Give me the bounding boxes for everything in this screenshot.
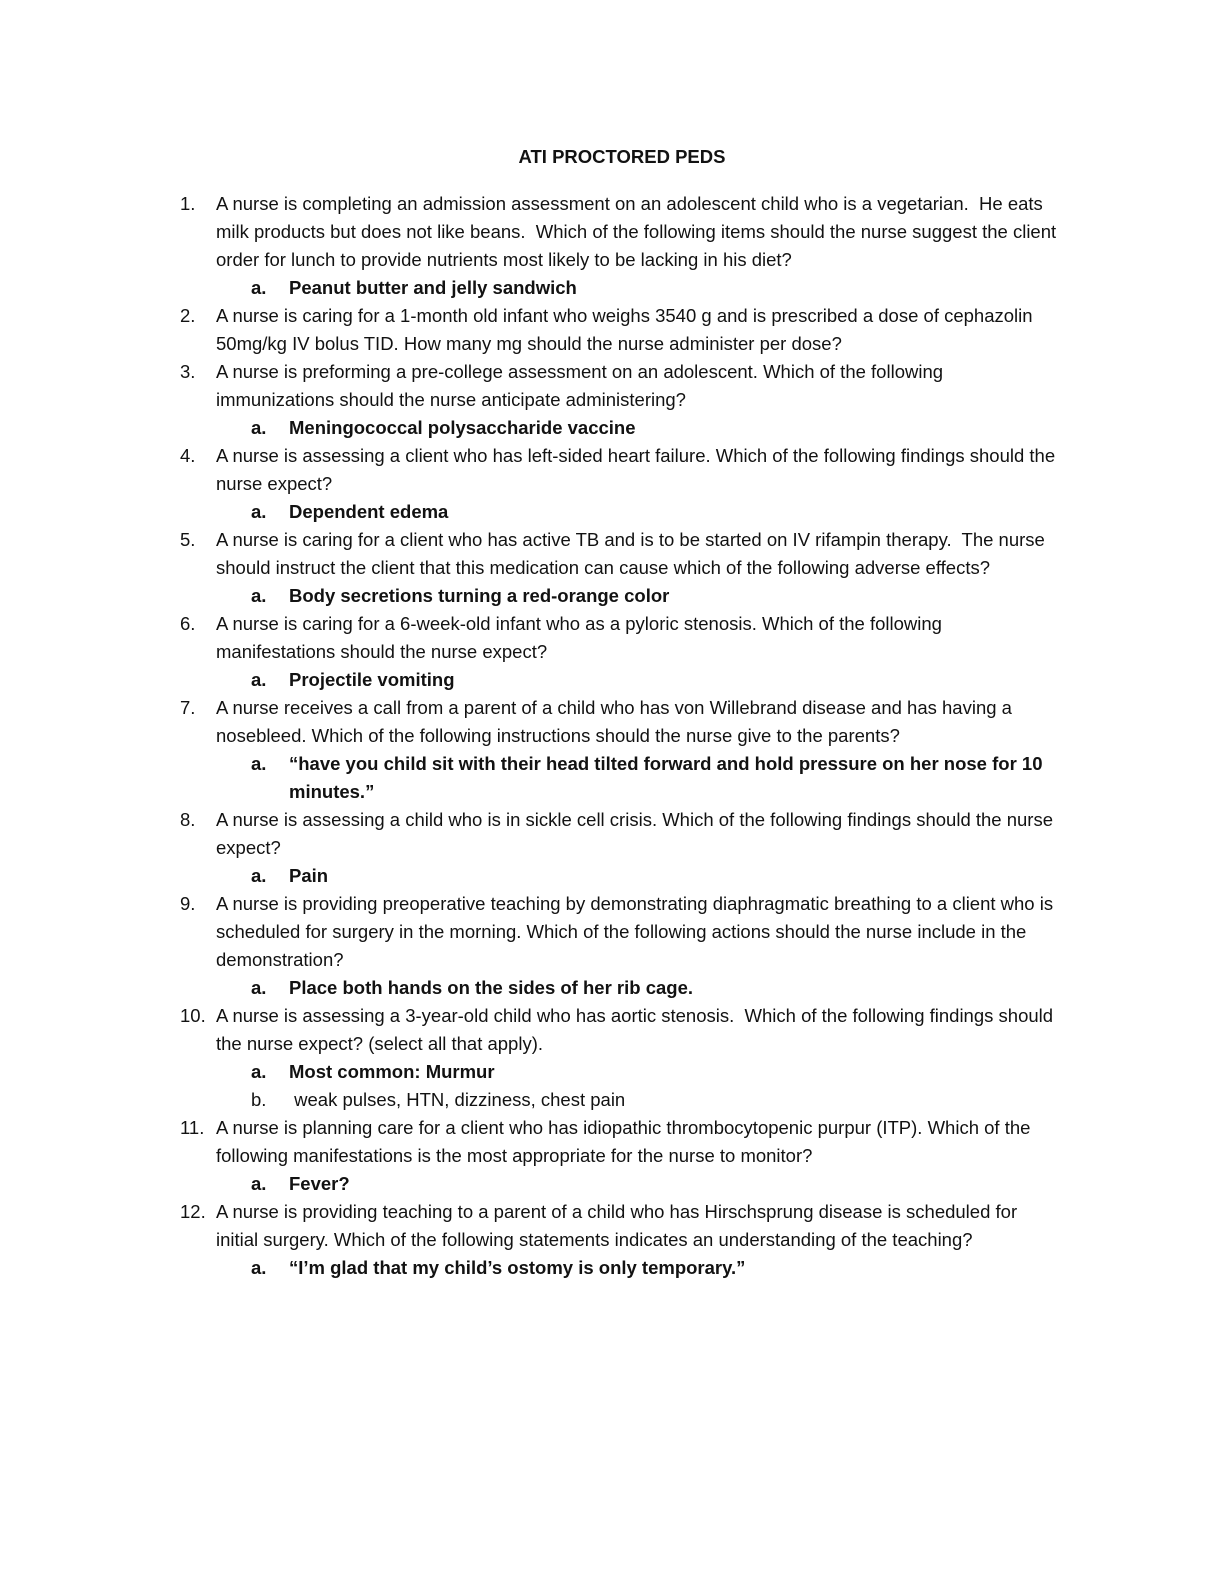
question-body [216,1002,1064,1114]
answer-item [216,274,1064,302]
question-number: 1. [180,193,196,214]
answer-label: a. [251,753,267,774]
answer-text: Meningococcal polysaccharide vaccine [289,417,636,438]
answer-label: a. [251,1061,267,1082]
question-body [216,610,1064,694]
question-body [216,442,1064,526]
question-body [216,302,1064,358]
answer-item [216,1058,1064,1086]
answer-text: Dependent edema [289,501,449,522]
question-item [180,1114,1064,1198]
question-body [216,1114,1064,1198]
answer-label: a. [251,1173,267,1194]
answer-label: a. [251,977,267,998]
question-item [180,1002,1064,1114]
question-text: A nurse is preforming a pre-college assessment on an adolescent. Which of the following immunizations should the nurse anticipate administering? [216,361,949,410]
question-number: 12. [180,1201,206,1222]
question-text: A nurse is caring for a client who has active TB and is to be started on IV rifampin therapy. The nurse should instruct the client that this medication can cause which of the following adverse effects? [216,529,1050,578]
question-number: 5. [180,529,196,550]
answer-item [216,582,1064,610]
question-text: A nurse is providing preoperative teaching by demonstrating diaphragmatic breathing to a client who is scheduled for surgery in the morning. Which of the following actions should the nurse include in the demonstration? [216,893,1059,970]
answer-label: a. [251,501,267,522]
question-number: 2. [180,305,196,326]
question-item [180,190,1064,302]
question-body [216,806,1064,890]
question-text: A nurse is caring for a 6-week-old infant who as a pyloric stenosis. Which of the following manifestations should the nurse expect? [216,613,948,662]
question-item [180,358,1064,442]
answer-label: a. [251,417,267,438]
question-number: 8. [180,809,196,830]
answer-item [216,750,1064,806]
question-item [180,526,1064,610]
question-number: 10. [180,1005,206,1026]
question-number: 4. [180,445,196,466]
question-text: A nurse is caring for a 1-month old infant who weighs 3540 g and is prescribed a dose of cephazolin 50mg/kg IV bolus TID. How many mg should the nurse administer per dose? [216,305,1038,354]
answer-label: b. [251,1089,267,1110]
question-item [180,1198,1064,1282]
question-text: A nurse receives a call from a parent of a child who has von Willebrand disease and has having a nosebleed. Which of the following instructions should the nurse give to the parents? [216,697,1018,746]
answer-text: Place both hands on the sides of her rib cage. [289,977,694,998]
answer-item [216,414,1064,442]
answer-text: Most common: Murmur [289,1061,495,1082]
question-list [180,190,1064,1282]
answer-item [216,1254,1064,1282]
question-text: A nurse is assessing a client who has left-sided heart failure. Which of the following findings should the nurse expect? [216,445,1061,494]
question-number: 6. [180,613,196,634]
question-number: 7. [180,697,196,718]
question-body [216,526,1064,610]
answer-item [216,974,1064,1002]
question-body [216,358,1064,442]
answer-text: Body secretions turning a red-orange color [289,585,670,606]
answer-item [216,862,1064,890]
answer-label: a. [251,1257,267,1278]
question-item [180,442,1064,526]
answer-text: Peanut butter and jelly sandwich [289,277,577,298]
answer-label: a. [251,585,267,606]
question-item [180,610,1064,694]
answer-text: “have you child sit with their head tilted forward and hold pressure on her nose for 10 minutes.” [289,753,1048,802]
question-text: A nurse is completing an admission assessment on an adolescent child who is a vegetarian. He eats milk products but does not like beans. Which of the following items should the nurse suggest the client order for lunch to provide nutrients most likely to be lacking in his diet? [216,193,1062,270]
answer-label: a. [251,277,267,298]
question-number: 3. [180,361,196,382]
question-body [216,890,1064,1002]
answer-text: weak pulses, HTN, dizziness, chest pain [289,1089,626,1110]
question-body [216,190,1064,302]
answer-text: Projectile vomiting [289,669,455,690]
answer-item [216,666,1064,694]
answer-item [216,498,1064,526]
question-item [180,302,1064,358]
question-text: A nurse is providing teaching to a parent of a child who has Hirschsprung disease is scheduled for initial surgery. Which of the following statements indicates an understanding of the teaching? [216,1201,1023,1250]
answer-text: “I’m glad that my child’s ostomy is only temporary.” [289,1257,746,1278]
question-item [180,806,1064,890]
question-item [180,890,1064,1002]
question-text: A nurse is assessing a 3-year-old child who has aortic stenosis. Which of the following findings should the nurse expect? (select all that apply). [216,1005,1059,1054]
answer-text: Fever? [289,1173,350,1194]
question-number: 11. [180,1117,205,1138]
question-body [216,694,1064,806]
question-number: 9. [180,893,196,914]
answer-label: a. [251,865,267,886]
answer-label: a. [251,669,267,690]
answer-item [216,1170,1064,1198]
question-text: A nurse is planning care for a client who has idiopathic thrombocytopenic purpur (ITP). Which of the following manifestations is the most appropriate for the nurse to monitor? [216,1117,1036,1166]
answer-text: Pain [289,865,329,886]
answer-item [216,1086,1064,1114]
question-text: A nurse is assessing a child who is in sickle cell crisis. Which of the following findings should the nurse expect? [216,809,1059,858]
document-title: ATI PROCTORED PEDS [518,146,726,167]
question-body [216,1198,1064,1282]
question-item [180,694,1064,806]
